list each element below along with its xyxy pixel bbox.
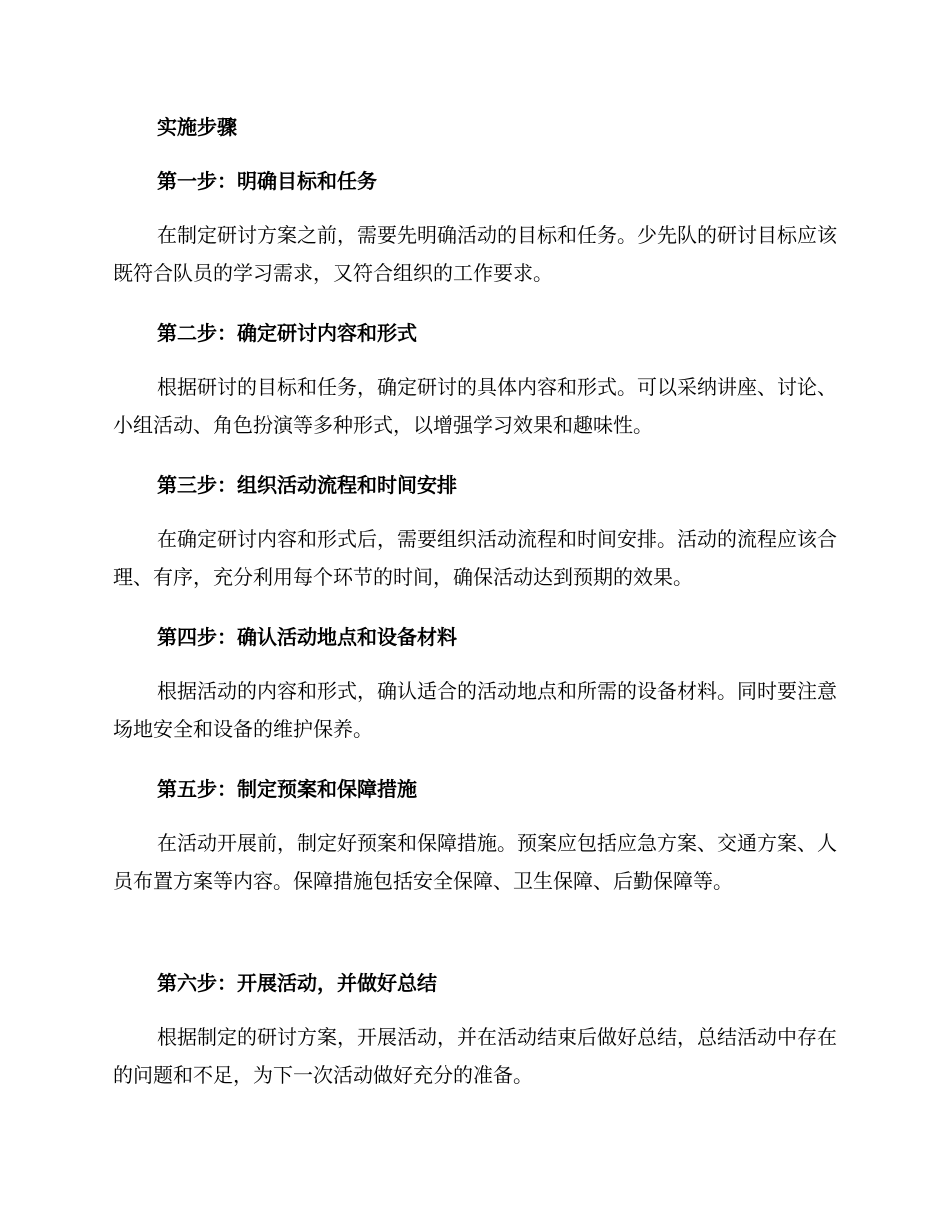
- section-paragraph: 在活动开展前，制定好预案和保障措施。预案应包括应急方案、交通方案、人员布置方案等内容。保障措施包括安全保障、卫生保障、后勤保障等。: [113, 831, 837, 893]
- section-paragraph: 根据研讨的目标和任务，确定研讨的具体内容和形式。可以采纳讲座、讨论、小组活动、角色扮演等多种形式，以增强学习效果和趣味性。: [113, 375, 837, 437]
- section-heading: 第六步：开展活动，并做好总结: [157, 971, 437, 995]
- section-heading: 第三步：组织活动流程和时间安排: [157, 473, 457, 497]
- section-heading: 第二步：确定研讨内容和形式: [157, 321, 417, 345]
- section-paragraph: 在制定研讨方案之前，需要先明确活动的目标和任务。少先队的研讨目标应该既符合队员的学习需求，又符合组织的工作要求。: [113, 223, 837, 285]
- section-heading: 第一步：明确目标和任务: [157, 169, 377, 193]
- section-heading: 第四步：确认活动地点和设备材料: [157, 625, 457, 649]
- document-title: 实施步骤: [157, 115, 237, 139]
- section-paragraph: 在确定研讨内容和形式后，需要组织活动流程和时间安排。活动的流程应该合理、有序，充分利用每个环节的时间，确保活动达到预期的效果。: [113, 527, 837, 589]
- section-heading: 第五步：制定预案和保障措施: [157, 777, 417, 801]
- section-paragraph: 根据制定的研讨方案，开展活动，并在活动结束后做好总结，总结活动中存在的问题和不足，为下一次活动做好充分的准备。: [113, 1025, 837, 1087]
- section-paragraph: 根据活动的内容和形式，确认适合的活动地点和所需的设备材料。同时要注意场地安全和设备的维护保养。: [113, 679, 837, 741]
